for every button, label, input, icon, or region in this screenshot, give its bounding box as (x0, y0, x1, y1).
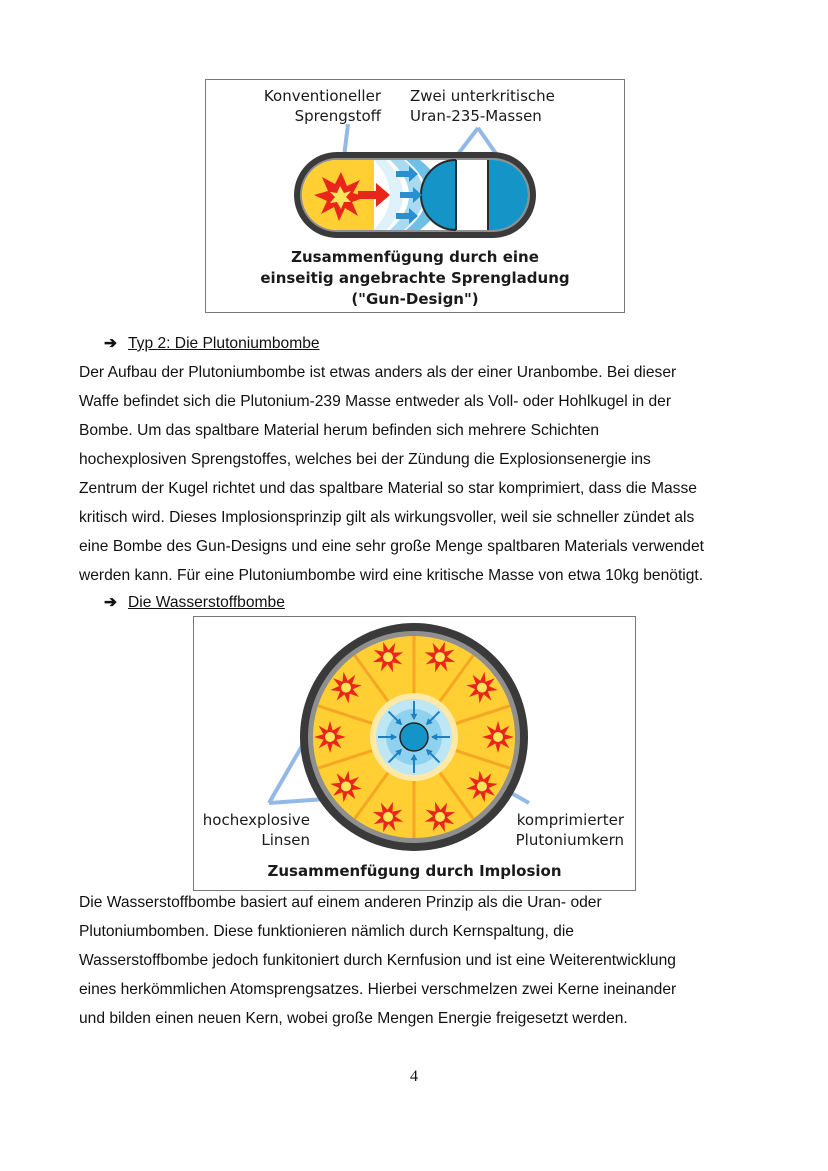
text-line: Bombe. Um das spaltbare Material herum befinden sich mehrere Schichten (79, 422, 600, 439)
uranium-masses-label: Zwei unterkritische Uran-235-Massen (410, 87, 555, 125)
explosion-core-icon (493, 732, 503, 742)
text-line: werden kann. Für eine Plutoniumbombe wird eine kritische Masse von etwa 10kg benötigt. (79, 567, 704, 584)
section-heading-hydrogen (104, 592, 285, 614)
explosion-core-icon (383, 812, 393, 822)
gun-design-caption: Zusammenfügung durch eine einseitig angebrachte Sprengladung ("Gun-Design") (260, 248, 570, 308)
text-line: eine Bombe des Gun-Designs und eine sehr große Menge spaltbaren Materials verwendet (79, 538, 704, 555)
explosion-core-icon (383, 652, 393, 662)
text-line: und bilden einen neuen Kern, wobei große Mengen Energie freigesetzt werden. (79, 1010, 628, 1027)
hydrogen-paragraph (79, 888, 759, 1033)
explosion-core-icon (325, 732, 335, 742)
text-line: Plutoniumbomben. Diese funktionieren nämlich durch Kernspaltung, die (79, 923, 574, 940)
arrow-right-icon: ➔ (104, 594, 118, 611)
text-line: eines herkömmlichen Atomsprengsatzes. Hierbei verschmelzen zwei Kerne ineinander (79, 981, 677, 998)
core-label: komprimierter Plutoniumkern (515, 811, 624, 849)
implosion-figure (193, 616, 636, 891)
plutonium-paragraph (79, 358, 759, 590)
plutonium-core (400, 723, 428, 751)
arrow-right-icon: ➔ (104, 335, 118, 352)
text-line: Wasserstoffbombe jedoch funkitoniert durch Kernfusion und ist eine Weiterentwicklung (79, 952, 676, 969)
explosion-core-icon (477, 781, 487, 791)
text-line: kritisch wird. Dieses Implosionsprinzip gilt als wirkungsvoller, weil sie schneller zündet als (79, 509, 695, 526)
heading-text: Typ 2: Die Plutoniumbombe (128, 335, 320, 352)
text-line: Die Wasserstoffbombe basiert auf einem anderen Prinzip als die Uran- oder (79, 894, 602, 911)
implosion-caption: Zusammenfügung durch Implosion (267, 862, 562, 880)
text-line: Waffe befindet sich die Plutonium-239 Masse entweder als Voll- oder Hohlkugel in der (79, 393, 672, 410)
explosion-core-icon (341, 781, 351, 791)
explosion-core-icon (341, 683, 351, 693)
text-line: Der Aufbau der Plutoniumbombe ist etwas anders als der einer Uranbombe. Bei dieser (79, 364, 677, 381)
explosion-core-icon (435, 812, 445, 822)
explosive-label: Konventioneller Sprengstoff (263, 87, 381, 125)
text-line: hochexplosiven Sprengstoffes, welches bei der Zündung die Explosionsenergie ins (79, 451, 651, 468)
explosion-core-icon (435, 652, 445, 662)
section-heading-plutonium (104, 333, 320, 355)
text-line: Zentrum der Kugel richtet und das spaltbare Material so star komprimiert, dass die Masse (79, 480, 697, 497)
lenses-label: hochexplosive Linsen (202, 811, 310, 849)
page-number: 4 (410, 1068, 418, 1085)
explosion-core-icon (477, 683, 487, 693)
heading-text: Die Wasserstoffbombe (128, 594, 285, 611)
gun-design-figure (205, 79, 625, 313)
